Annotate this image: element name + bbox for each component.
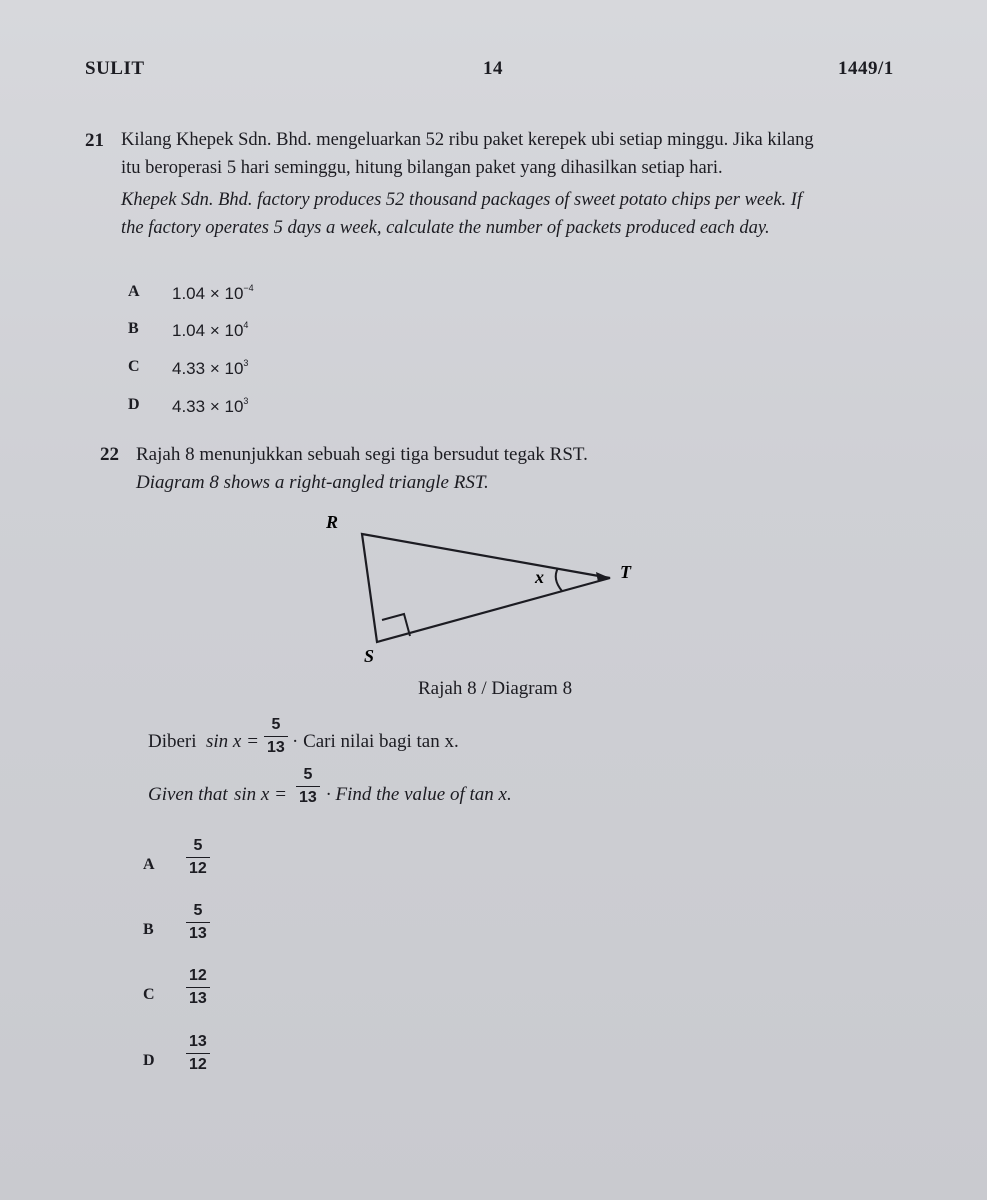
q21-option-d-base: 10: [224, 397, 244, 416]
given-english-denominator: 13: [299, 789, 317, 806]
q21-option-d-letter[interactable]: D: [128, 396, 140, 413]
fraction-bar: [264, 736, 288, 737]
q21-option-b-text[interactable]: [172, 320, 248, 341]
diagram-caption: [418, 678, 572, 700]
q22-option-d-letter[interactable]: D: [143, 1052, 155, 1069]
q21-option-b-base: 10: [224, 321, 244, 340]
question-21-english-line1: Khepek Sdn. Bhd. factory produces 52 thousand packages of sweet potato chips per week. If: [121, 190, 803, 210]
question-21-number: 21: [85, 130, 104, 151]
q21-option-a-text[interactable]: [172, 283, 254, 304]
q21-option-a-letter[interactable]: A: [128, 283, 140, 300]
triangle-rst: [362, 534, 610, 642]
given-english-prefix: Given that: [148, 784, 228, 805]
q21-option-b-times: ×: [209, 321, 220, 340]
q21-option-c-letter[interactable]: C: [128, 358, 140, 375]
paper-code: 1449/1: [838, 58, 894, 79]
right-angle-marker: [382, 614, 410, 636]
q22-option-c-denominator: 13: [189, 990, 207, 1007]
fraction-bar: [186, 857, 210, 858]
q22-option-a-numerator: 5: [193, 837, 203, 854]
question-21-malay-line1: Kilang Khepek Sdn. Bhd. mengeluarkan 52 ribu paket kerepek ubi setiap minggu. Jika kilang: [121, 130, 814, 150]
q21-option-c-text[interactable]: [172, 358, 248, 379]
fraction-bar: [186, 987, 210, 988]
q22-option-a-denominator: 12: [189, 860, 207, 877]
q21-option-b-exp: 4: [243, 320, 249, 330]
given-english-numerator: 5: [303, 766, 313, 783]
q21-option-a-times: ×: [209, 284, 220, 303]
q22-option-c-numerator: 12: [189, 967, 207, 984]
q21-option-b-letter[interactable]: B: [128, 320, 139, 337]
q21-option-a-base: 10: [224, 284, 244, 303]
label-angle-x: x: [535, 567, 544, 587]
q22-option-c-letter[interactable]: C: [143, 986, 155, 1003]
q21-option-c-exp: 3: [243, 358, 249, 368]
q22-option-b-fraction[interactable]: [186, 902, 210, 943]
label-s: S: [364, 646, 375, 666]
q22-option-d-numerator: 13: [189, 1033, 207, 1050]
given-malay-numerator: 5: [271, 716, 281, 733]
angle-arc-x: [556, 568, 562, 591]
q22-option-b-numerator: 5: [193, 902, 203, 919]
q22-option-b-letter[interactable]: B: [143, 921, 154, 938]
given-malay-prefix: Diberi: [148, 731, 197, 752]
question-21-malay-line2: itu beroperasi 5 hari seminggu, hitung bilangan paket yang dihasilkan setiap hari.: [121, 158, 723, 178]
given-malay-expr: sin x =: [206, 731, 259, 752]
diagram-caption-text: Rajah 8 / Diagram 8: [418, 678, 573, 699]
q21-option-c-mantissa: 4.33: [172, 359, 206, 378]
question-22-english-line: Diagram 8 shows a right-angled triangle RST.: [136, 472, 489, 493]
label-r: R: [326, 512, 339, 532]
given-malay-suffix: · Cari nilai bagi tan x.: [292, 731, 459, 752]
q21-option-d-exp: 3: [243, 396, 249, 406]
question-22-number: 22: [100, 444, 119, 465]
given-malay-fraction: [264, 716, 288, 757]
fraction-bar: [186, 922, 210, 923]
q22-option-d-denominator: 12: [189, 1056, 207, 1073]
q22-option-a-fraction[interactable]: [186, 837, 210, 878]
q21-option-b-mantissa: 1.04: [172, 321, 206, 340]
q21-option-a-mantissa: 1.04: [172, 284, 206, 303]
given-english-fraction: [296, 766, 320, 807]
q21-option-d-text[interactable]: [172, 396, 248, 417]
triangle-rst-diagram: [320, 508, 650, 673]
q21-option-d-times: ×: [209, 397, 220, 416]
q22-option-d-fraction[interactable]: [186, 1033, 210, 1074]
label-t: T: [620, 562, 631, 582]
header-sulit: SULIT: [85, 58, 145, 79]
q21-option-c-base: 10: [224, 359, 244, 378]
given-english-expr: sin x =: [234, 784, 287, 805]
q21-option-a-exp: −4: [243, 283, 254, 293]
q22-option-a-letter[interactable]: A: [143, 856, 155, 873]
given-malay-denominator: 13: [267, 739, 285, 756]
q22-option-b-denominator: 13: [189, 925, 207, 942]
page-number: 14: [483, 58, 503, 79]
q21-option-d-mantissa: 4.33: [172, 397, 206, 416]
q21-option-c-times: ×: [209, 359, 220, 378]
fraction-bar: [296, 786, 320, 787]
question-21-english-line2: the factory operates 5 days a week, calculate the number of packets produced each day.: [121, 218, 770, 238]
given-english-suffix: · Find the value of tan x.: [326, 784, 512, 805]
fraction-bar: [186, 1053, 210, 1054]
question-22-malay-line: Rajah 8 menunjukkan sebuah segi tiga bersudut tegak RST.: [136, 444, 588, 465]
q22-option-c-fraction[interactable]: [186, 967, 210, 1008]
